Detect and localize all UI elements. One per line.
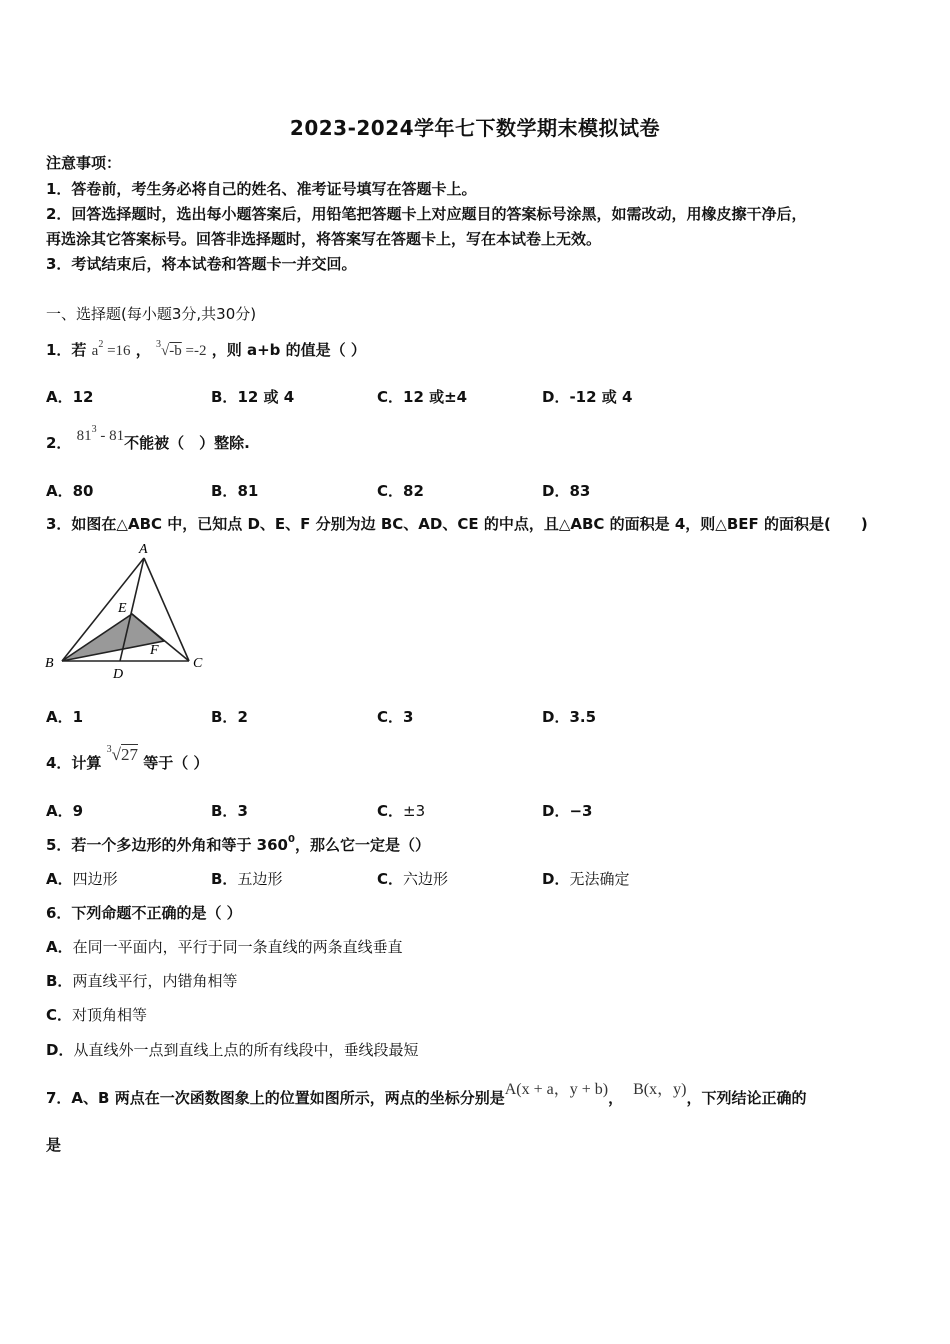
question-number: 4．计算	[46, 754, 102, 772]
option-b[interactable]: B．12 或 4	[211, 388, 295, 406]
notice-item: 1．答卷前，考生务必将自己的姓名、准考证号填写在答题卡上。	[46, 180, 477, 198]
label-f: F	[150, 643, 159, 658]
notice-heading: 注意事项：	[46, 154, 122, 172]
label-d: D	[113, 667, 124, 682]
page-title: 2023-2024学年七下数学期末模拟试卷	[289, 116, 661, 140]
option-b[interactable]: B．两直线平行，内错角相等	[46, 972, 238, 990]
label-c: C	[193, 656, 203, 671]
section-heading: 一、选择题(每小题3分,共30分)	[46, 305, 257, 323]
option-d[interactable]: D．从直线外一点到直线上点的所有线段中，垂线段最短	[46, 1041, 419, 1059]
question-text: ，则 a+b 的值是（ ）	[211, 341, 366, 359]
label-e: E	[118, 601, 127, 616]
notice-item: 再选涂其它答案标号。回答非选择题时，将答案写在答题卡上，写在本试卷上无效。	[46, 230, 602, 248]
question-3: 3．如图在△ABC 中，已知点 D、E、F 分别为边 BC、AD、CE 的中点，且△ABC 的面积是 4，则△BEF 的面积是( )	[46, 515, 868, 533]
option-c[interactable]: C．±3	[377, 802, 426, 820]
label-b: B	[45, 656, 54, 671]
question-number: 2．	[46, 434, 72, 452]
question-2	[46, 424, 250, 453]
question-number: 1．若	[46, 341, 87, 359]
option-b[interactable]: B．2	[211, 708, 248, 726]
option-a[interactable]: A．在同一平面内，平行于同一条直线的两条直线垂直	[46, 938, 403, 956]
question-text: 7．A、B 两点在一次函数图象上的位置如图所示，两点的坐标分别是	[46, 1089, 505, 1107]
option-b[interactable]: B．五边形	[211, 870, 283, 888]
question-6: 6．下列命题不正确的是（ ）	[46, 904, 242, 922]
option-c[interactable]: C．82	[377, 482, 424, 500]
question-text: 不能被（ ）整除.	[124, 434, 250, 452]
label-a: A	[139, 542, 148, 557]
option-a[interactable]: A．12	[46, 388, 94, 406]
question-text: 等于（ ）	[138, 754, 209, 772]
question-4	[46, 744, 209, 773]
option-b[interactable]: B．81	[211, 482, 259, 500]
shaded-triangle-bef	[62, 614, 164, 661]
question-7-continued: 是	[46, 1136, 62, 1154]
coordinate-a: A(x + a，y + b)	[504, 1081, 609, 1098]
option-c[interactable]: C．12 或±4	[377, 388, 468, 406]
option-a[interactable]: A．9	[46, 802, 84, 820]
option-d[interactable]: D．3.5	[542, 708, 597, 726]
option-d[interactable]: D．-12 或 4	[542, 388, 633, 406]
question-7	[46, 1081, 807, 1108]
question-5: 5．若一个多边形的外角和等于 $360^0$，那么它一定是（）	[46, 834, 430, 854]
option-d[interactable]: D．无法确定	[542, 870, 630, 888]
separator: ，	[608, 1089, 624, 1107]
question-1	[46, 339, 366, 360]
option-a[interactable]: A．80	[46, 482, 94, 500]
option-d[interactable]: D．−3	[542, 802, 593, 820]
option-c[interactable]: C．六边形	[377, 870, 449, 888]
question-text: ，下列结论正确的	[686, 1089, 807, 1107]
option-a[interactable]: A．1	[46, 708, 84, 726]
math-expression: $a^2 =16$	[91, 339, 131, 359]
option-c[interactable]: C．3	[377, 708, 414, 726]
triangle-figure	[40, 540, 210, 682]
separator: ，	[135, 341, 151, 359]
coordinate-b: B(x，y)	[633, 1081, 687, 1098]
option-d[interactable]: D．83	[542, 482, 591, 500]
option-c[interactable]: C．对顶角相等	[46, 1006, 148, 1024]
notice-item: 2．回答选择题时，选出每小题答案后，用铅笔把答题卡上对应题目的答案标号涂黑，如需改动，用橡皮擦干净后，	[46, 205, 807, 223]
math-expression: $^3$√-b =-2	[156, 339, 207, 359]
option-b[interactable]: B．3	[211, 802, 248, 820]
math-expression: $^3$√27	[106, 744, 139, 764]
notice-item: 3．考试结束后，将本试卷和答题卡一并交回。	[46, 255, 357, 273]
math-expression: $81^3 - 81$	[76, 424, 125, 444]
option-a[interactable]: A．四边形	[46, 870, 118, 888]
